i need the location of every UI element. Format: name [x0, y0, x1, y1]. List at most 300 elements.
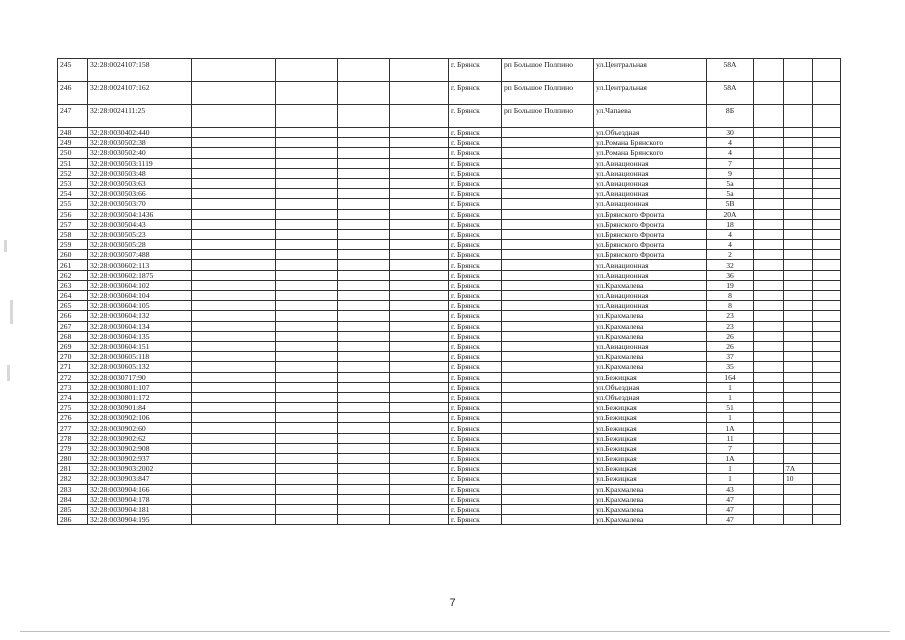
cadastral-number: 32:28:0030602:113 — [88, 260, 192, 270]
table-row — [58, 423, 841, 433]
empty-cell — [390, 484, 449, 494]
row-number: 279 — [58, 443, 88, 453]
empty-cell — [276, 362, 338, 372]
empty-cell — [276, 158, 338, 168]
empty-cell — [192, 494, 276, 504]
extra-cell — [784, 433, 813, 443]
empty-cell — [390, 168, 449, 178]
empty-cell — [192, 209, 276, 219]
empty-cell — [813, 260, 841, 270]
extra-cell — [784, 331, 813, 341]
table-row — [58, 321, 841, 331]
cadastral-number: 32:28:0030505:23 — [88, 229, 192, 239]
house-number: 1А — [707, 454, 754, 464]
city-cell: г. Брянск — [449, 128, 502, 138]
city-cell: г. Брянск — [449, 148, 502, 158]
house-number: 164 — [707, 372, 754, 382]
empty-cell — [192, 372, 276, 382]
empty-cell — [813, 291, 841, 301]
table-row — [58, 413, 841, 423]
cadastral-number: 32:28:0030503:66 — [88, 189, 192, 199]
row-number: 251 — [58, 158, 88, 168]
street-cell: ул.Романа Брянского — [594, 148, 707, 158]
table-row — [58, 454, 841, 464]
house-number: 30 — [707, 128, 754, 138]
empty-cell — [338, 423, 390, 433]
cadastral-number: 32:28:0030604:104 — [88, 291, 192, 301]
empty-cell — [338, 352, 390, 362]
row-number: 252 — [58, 168, 88, 178]
empty-cell — [338, 270, 390, 280]
street-cell: ул.Крахмалева — [594, 352, 707, 362]
row-number: 267 — [58, 321, 88, 331]
table-row — [58, 270, 841, 280]
city-cell: г. Брянск — [449, 291, 502, 301]
empty-cell — [754, 474, 784, 484]
row-number: 286 — [58, 515, 88, 525]
settlement-cell — [502, 280, 594, 290]
empty-cell — [338, 494, 390, 504]
empty-cell — [754, 352, 784, 362]
city-cell: г. Брянск — [449, 168, 502, 178]
empty-cell — [390, 219, 449, 229]
empty-cell — [276, 433, 338, 443]
empty-cell — [813, 413, 841, 423]
empty-cell — [192, 105, 276, 128]
settlement-cell — [502, 423, 594, 433]
settlement-cell — [502, 301, 594, 311]
table-row — [58, 168, 841, 178]
row-number: 257 — [58, 219, 88, 229]
empty-cell — [192, 331, 276, 341]
registry-table — [57, 58, 841, 525]
settlement-cell — [502, 494, 594, 504]
city-cell: г. Брянск — [449, 105, 502, 128]
empty-cell — [192, 433, 276, 443]
empty-cell — [754, 443, 784, 453]
scan-artifact — [10, 300, 13, 324]
row-number: 284 — [58, 494, 88, 504]
empty-cell — [754, 494, 784, 504]
cadastral-number: 32:28:0024111:25 — [88, 105, 192, 128]
empty-cell — [338, 474, 390, 484]
empty-cell — [390, 372, 449, 382]
settlement-cell — [502, 158, 594, 168]
settlement-cell — [502, 392, 594, 402]
empty-cell — [192, 362, 276, 372]
empty-cell — [276, 352, 338, 362]
street-cell: ул.Объездная — [594, 392, 707, 402]
house-number: 7 — [707, 443, 754, 453]
empty-cell — [192, 301, 276, 311]
settlement-cell — [502, 403, 594, 413]
city-cell: г. Брянск — [449, 189, 502, 199]
empty-cell — [276, 474, 338, 484]
row-number: 256 — [58, 209, 88, 219]
empty-cell — [754, 331, 784, 341]
cadastral-number: 32:28:0030504:43 — [88, 219, 192, 229]
row-number: 263 — [58, 280, 88, 290]
empty-cell — [754, 199, 784, 209]
empty-cell — [754, 270, 784, 280]
empty-cell — [813, 128, 841, 138]
street-cell: ул.Крахмалева — [594, 515, 707, 525]
cadastral-number: 32:28:0030904:178 — [88, 494, 192, 504]
street-cell: ул.Крахмалева — [594, 484, 707, 494]
city-cell: г. Брянск — [449, 362, 502, 372]
house-number: 1 — [707, 464, 754, 474]
empty-cell — [813, 301, 841, 311]
row-number: 255 — [58, 199, 88, 209]
empty-cell — [813, 158, 841, 168]
row-number: 270 — [58, 352, 88, 362]
row-number: 278 — [58, 433, 88, 443]
empty-cell — [754, 504, 784, 514]
empty-cell — [338, 372, 390, 382]
street-cell: ул.Крахмалева — [594, 311, 707, 321]
empty-cell — [192, 189, 276, 199]
row-number: 276 — [58, 413, 88, 423]
empty-cell — [276, 280, 338, 290]
empty-cell — [338, 433, 390, 443]
city-cell: г. Брянск — [449, 372, 502, 382]
empty-cell — [813, 331, 841, 341]
row-number: 271 — [58, 362, 88, 372]
cadastral-number: 32:28:0030602:1875 — [88, 270, 192, 280]
empty-cell — [390, 382, 449, 392]
extra-cell — [784, 311, 813, 321]
cadastral-number: 32:28:0030604:102 — [88, 280, 192, 290]
empty-cell — [754, 372, 784, 382]
street-cell: ул.Брянского Фронта — [594, 240, 707, 250]
empty-cell — [338, 464, 390, 474]
empty-cell — [192, 515, 276, 525]
empty-cell — [276, 291, 338, 301]
empty-cell — [390, 280, 449, 290]
cadastral-number: 32:28:0030801:107 — [88, 382, 192, 392]
empty-cell — [276, 504, 338, 514]
empty-cell — [390, 270, 449, 280]
street-cell: ул.Объездная — [594, 382, 707, 392]
empty-cell — [276, 423, 338, 433]
row-number: 274 — [58, 392, 88, 402]
street-cell: ул.Крахмалева — [594, 504, 707, 514]
settlement-cell — [502, 240, 594, 250]
empty-cell — [754, 515, 784, 525]
city-cell: г. Брянск — [449, 280, 502, 290]
empty-cell — [276, 148, 338, 158]
house-number: 1 — [707, 474, 754, 484]
city-cell: г. Брянск — [449, 423, 502, 433]
extra-cell — [784, 59, 813, 82]
city-cell: г. Брянск — [449, 352, 502, 362]
empty-cell — [276, 250, 338, 260]
empty-cell — [754, 82, 784, 105]
row-number: 259 — [58, 240, 88, 250]
extra-cell — [784, 105, 813, 128]
settlement-cell — [502, 352, 594, 362]
empty-cell — [192, 158, 276, 168]
empty-cell — [813, 372, 841, 382]
row-number: 285 — [58, 504, 88, 514]
settlement-cell — [502, 128, 594, 138]
street-cell: ул.Центральная — [594, 82, 707, 105]
empty-cell — [338, 321, 390, 331]
empty-cell — [338, 443, 390, 453]
city-cell: г. Брянск — [449, 331, 502, 341]
empty-cell — [813, 341, 841, 351]
table-row — [58, 443, 841, 453]
empty-cell — [192, 240, 276, 250]
empty-cell — [338, 250, 390, 260]
empty-cell — [813, 321, 841, 331]
street-cell: ул.Бежицкая — [594, 372, 707, 382]
extra-cell — [784, 392, 813, 402]
empty-cell — [192, 504, 276, 514]
empty-cell — [390, 362, 449, 372]
empty-cell — [338, 301, 390, 311]
settlement-cell — [502, 413, 594, 423]
table-row — [58, 484, 841, 494]
empty-cell — [276, 128, 338, 138]
city-cell: г. Брянск — [449, 443, 502, 453]
cadastral-number: 32:28:0030503:63 — [88, 178, 192, 188]
cadastral-number: 32:28:0030604:105 — [88, 301, 192, 311]
empty-cell — [192, 219, 276, 229]
empty-cell — [813, 392, 841, 402]
empty-cell — [813, 433, 841, 443]
empty-cell — [813, 148, 841, 158]
empty-cell — [390, 209, 449, 219]
table-row — [58, 372, 841, 382]
empty-cell — [390, 240, 449, 250]
empty-cell — [192, 270, 276, 280]
empty-cell — [276, 515, 338, 525]
street-cell: ул.Бежицкая — [594, 403, 707, 413]
empty-cell — [813, 270, 841, 280]
cadastral-number: 32:28:0030904:195 — [88, 515, 192, 525]
empty-cell — [192, 352, 276, 362]
table-row — [58, 158, 841, 168]
cadastral-number: 32:28:0030503:48 — [88, 168, 192, 178]
empty-cell — [338, 280, 390, 290]
city-cell: г. Брянск — [449, 311, 502, 321]
empty-cell — [192, 423, 276, 433]
empty-cell — [813, 403, 841, 413]
city-cell: г. Брянск — [449, 413, 502, 423]
street-cell: ул.Авиационная — [594, 158, 707, 168]
empty-cell — [754, 209, 784, 219]
settlement-cell — [502, 341, 594, 351]
row-number: 268 — [58, 331, 88, 341]
city-cell: г. Брянск — [449, 484, 502, 494]
extra-cell — [784, 504, 813, 514]
extra-cell — [784, 372, 813, 382]
empty-cell — [813, 443, 841, 453]
house-number: 1 — [707, 382, 754, 392]
settlement-cell — [502, 229, 594, 239]
city-cell: г. Брянск — [449, 403, 502, 413]
cadastral-number: 32:28:0030903:847 — [88, 474, 192, 484]
empty-cell — [338, 128, 390, 138]
empty-cell — [276, 331, 338, 341]
empty-cell — [813, 423, 841, 433]
empty-cell — [276, 240, 338, 250]
city-cell: г. Брянск — [449, 270, 502, 280]
empty-cell — [192, 474, 276, 484]
row-number: 280 — [58, 454, 88, 464]
street-cell: ул.Крахмалева — [594, 362, 707, 372]
empty-cell — [276, 484, 338, 494]
empty-cell — [754, 484, 784, 494]
street-cell: ул.Романа Брянского — [594, 138, 707, 148]
row-number: 283 — [58, 484, 88, 494]
empty-cell — [338, 240, 390, 250]
empty-cell — [390, 138, 449, 148]
street-cell: ул.Объездная — [594, 128, 707, 138]
empty-cell — [754, 138, 784, 148]
settlement-cell — [502, 504, 594, 514]
table-row — [58, 59, 841, 82]
table-row — [58, 240, 841, 250]
table-row — [58, 209, 841, 219]
city-cell: г. Брянск — [449, 82, 502, 105]
empty-cell — [276, 138, 338, 148]
house-number: 36 — [707, 270, 754, 280]
cadastral-number: 32:28:0030604:151 — [88, 341, 192, 351]
empty-cell — [276, 392, 338, 402]
settlement-cell — [502, 372, 594, 382]
city-cell: г. Брянск — [449, 178, 502, 188]
city-cell: г. Брянск — [449, 199, 502, 209]
settlement-cell — [502, 250, 594, 260]
empty-cell — [338, 331, 390, 341]
house-number: 2 — [707, 250, 754, 260]
house-number: 37 — [707, 352, 754, 362]
house-number: 4 — [707, 229, 754, 239]
extra-cell — [784, 321, 813, 331]
cadastral-number: 32:28:0030904:181 — [88, 504, 192, 514]
table-row — [58, 138, 841, 148]
empty-cell — [813, 311, 841, 321]
empty-cell — [390, 229, 449, 239]
city-cell: г. Брянск — [449, 504, 502, 514]
empty-cell — [813, 250, 841, 260]
extra-cell — [784, 270, 813, 280]
row-number: 250 — [58, 148, 88, 158]
city-cell: г. Брянск — [449, 474, 502, 484]
empty-cell — [390, 352, 449, 362]
empty-cell — [338, 168, 390, 178]
row-number: 265 — [58, 301, 88, 311]
empty-cell — [390, 321, 449, 331]
empty-cell — [192, 260, 276, 270]
cadastral-number: 32:28:0024107:162 — [88, 82, 192, 105]
street-cell: ул.Крахмалева — [594, 280, 707, 290]
empty-cell — [276, 105, 338, 128]
row-number: 275 — [58, 403, 88, 413]
empty-cell — [754, 321, 784, 331]
settlement-cell — [502, 219, 594, 229]
street-cell: ул.Брянского Фронта — [594, 219, 707, 229]
house-number: 47 — [707, 515, 754, 525]
empty-cell — [276, 189, 338, 199]
empty-cell — [813, 199, 841, 209]
house-number: 35 — [707, 362, 754, 372]
house-number: 4 — [707, 240, 754, 250]
empty-cell — [338, 199, 390, 209]
empty-cell — [192, 454, 276, 464]
house-number: 1 — [707, 413, 754, 423]
empty-cell — [276, 301, 338, 311]
empty-cell — [276, 443, 338, 453]
empty-cell — [276, 82, 338, 105]
house-number: 8 — [707, 301, 754, 311]
settlement-cell — [502, 199, 594, 209]
empty-cell — [338, 341, 390, 351]
row-number: 272 — [58, 372, 88, 382]
extra-cell — [784, 148, 813, 158]
house-number: 43 — [707, 484, 754, 494]
street-cell: ул.Крахмалева — [594, 494, 707, 504]
extra-cell — [784, 189, 813, 199]
extra-cell: 7А — [784, 464, 813, 474]
empty-cell — [276, 413, 338, 423]
settlement-cell — [502, 433, 594, 443]
street-cell: ул.Брянского Фронта — [594, 209, 707, 219]
settlement-cell — [502, 321, 594, 331]
empty-cell — [192, 250, 276, 260]
empty-cell — [276, 178, 338, 188]
city-cell: г. Брянск — [449, 341, 502, 351]
empty-cell — [813, 504, 841, 514]
settlement-cell — [502, 474, 594, 484]
empty-cell — [390, 464, 449, 474]
extra-cell — [784, 403, 813, 413]
empty-cell — [390, 128, 449, 138]
house-number: 4 — [707, 138, 754, 148]
row-number: 249 — [58, 138, 88, 148]
street-cell: ул.Чапаева — [594, 105, 707, 128]
cadastral-number: 32:28:0030503:1119 — [88, 158, 192, 168]
settlement-cell — [502, 148, 594, 158]
row-number: 273 — [58, 382, 88, 392]
cadastral-number: 32:28:0030902:62 — [88, 433, 192, 443]
house-number: 47 — [707, 504, 754, 514]
street-cell: ул.Брянского Фронта — [594, 229, 707, 239]
empty-cell — [276, 382, 338, 392]
empty-cell — [754, 189, 784, 199]
empty-cell — [754, 413, 784, 423]
empty-cell — [338, 504, 390, 514]
extra-cell — [784, 341, 813, 351]
empty-cell — [813, 362, 841, 372]
house-number: 51 — [707, 403, 754, 413]
house-number: 5а — [707, 178, 754, 188]
row-number: 277 — [58, 423, 88, 433]
extra-cell — [784, 362, 813, 372]
table-row — [58, 403, 841, 413]
empty-cell — [338, 382, 390, 392]
empty-cell — [276, 341, 338, 351]
street-cell: ул.Авиационная — [594, 291, 707, 301]
empty-cell — [338, 209, 390, 219]
empty-cell — [813, 59, 841, 82]
empty-cell — [390, 454, 449, 464]
extra-cell — [784, 382, 813, 392]
house-number: 5а — [707, 189, 754, 199]
row-number: 258 — [58, 229, 88, 239]
